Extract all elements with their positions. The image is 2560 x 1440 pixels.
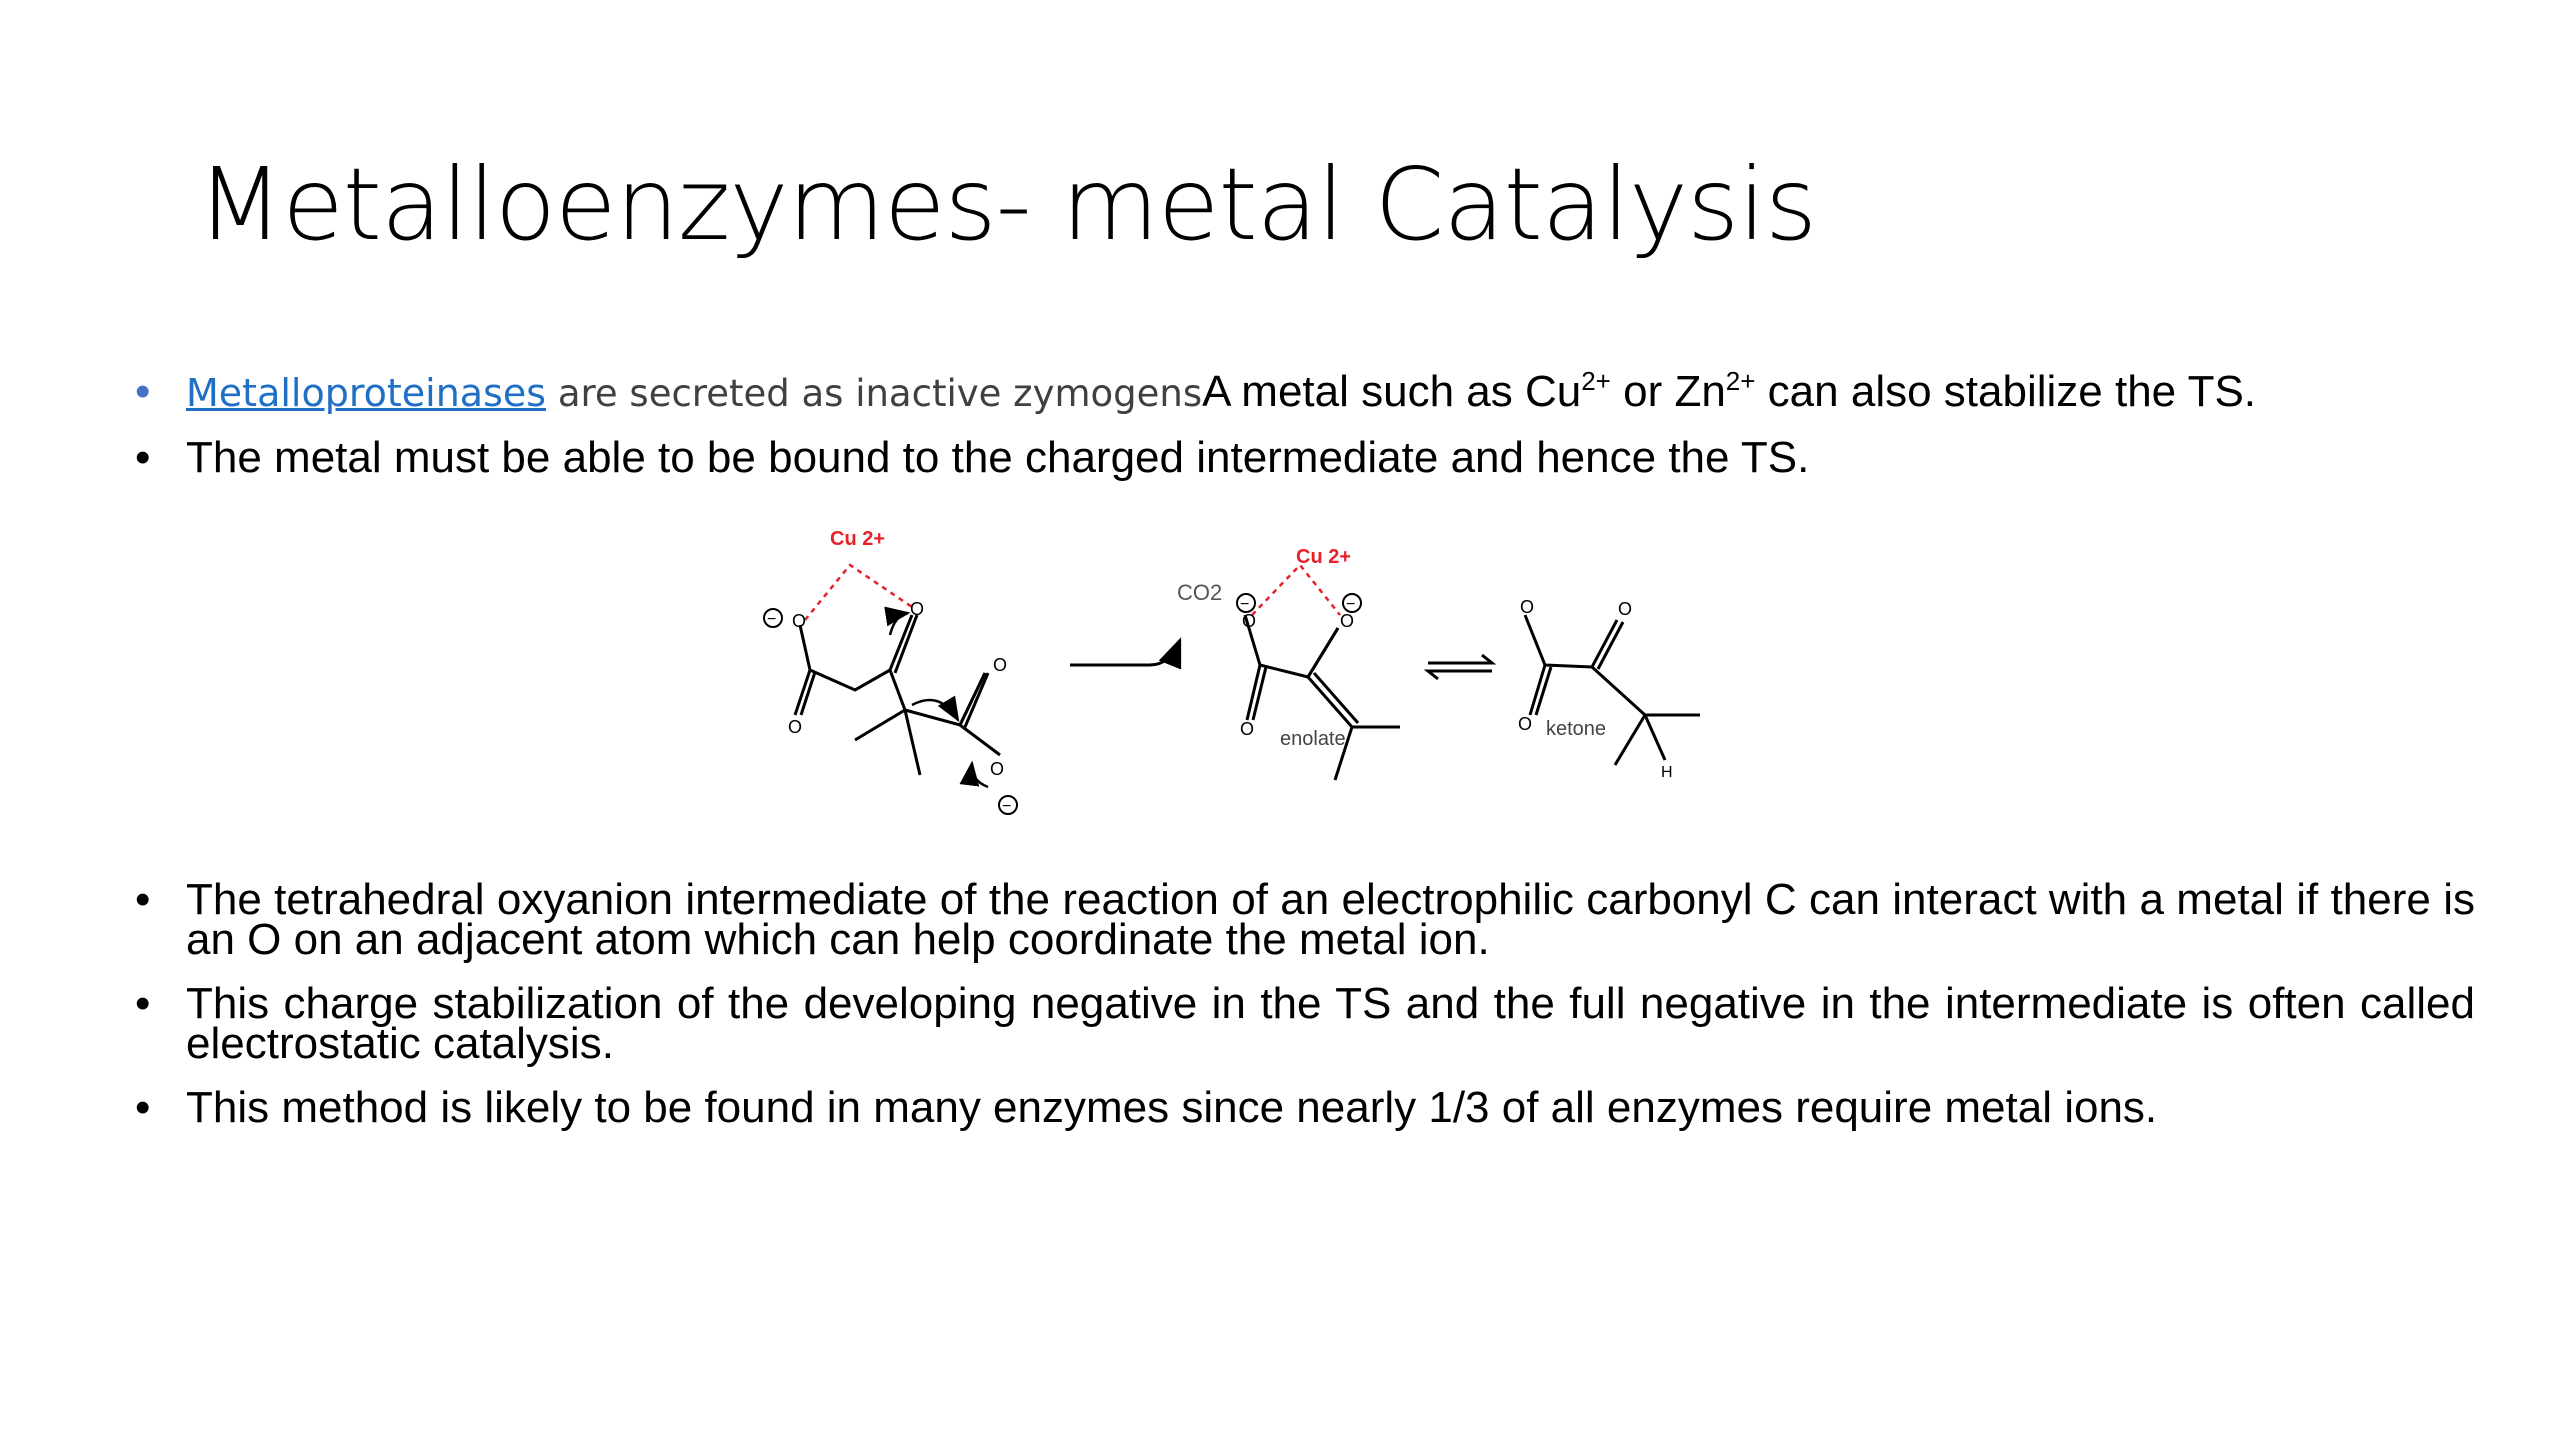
ketone-structure xyxy=(1525,615,1700,765)
decarboxylation-mechanism-diagram xyxy=(740,515,1740,825)
equilibrium-arrows xyxy=(1428,655,1492,679)
negative-charge-label: − xyxy=(1346,596,1356,613)
bullet-metal-stabilize xyxy=(135,360,2475,426)
bullet-bound-intermediate xyxy=(135,426,2475,490)
bullet-electrostatic xyxy=(135,979,2475,1068)
co2-label: CO2 xyxy=(1177,580,1223,605)
bullet-dot: • xyxy=(135,433,151,482)
bottom-bullet-list xyxy=(135,875,2475,1132)
bullet-oxyanion xyxy=(135,875,2475,964)
decarboxylation-arrow xyxy=(1070,640,1180,665)
bullet-dot: • xyxy=(135,875,151,924)
bullet-dot: • xyxy=(135,979,151,1028)
metalloproteinases-link[interactable]: Metalloproteinases xyxy=(186,371,547,415)
zymogen-text: are secreted as inactive zymogens xyxy=(546,372,1203,415)
bullet-text: This charge stabilization of the developing negative in the TS and the full negative in the intermediate is often called electrostatic catalysis. xyxy=(186,979,2475,1068)
bullet-dot: • xyxy=(135,367,151,416)
o-atom-label: O xyxy=(1240,719,1255,739)
negative-charge-label: − xyxy=(1002,798,1012,815)
enolate-cu-coordination xyxy=(1252,565,1340,615)
cu-label-2: Cu 2+ xyxy=(1296,546,1352,568)
bullet-dot: • xyxy=(135,1083,151,1132)
enolate-structure xyxy=(1245,615,1400,780)
cu-label-1: Cu 2+ xyxy=(830,528,886,550)
bullet-text: The metal must be able to be bound to the charged intermediate and hence the TS. xyxy=(186,433,1810,482)
o-atom-label: O xyxy=(792,611,807,631)
metal-text-c: can also stabilize the TS. xyxy=(1755,367,2257,416)
metal-text-b: or Zn xyxy=(1610,367,1726,416)
cu-charge: 2+ xyxy=(1581,366,1611,396)
slide-title: Metalloenzymes- metal Catalysis xyxy=(197,146,1817,263)
metal-text-a: A metal such as Cu xyxy=(1202,367,1582,416)
o-atom-label: O xyxy=(1518,714,1533,734)
ketone-label: ketone xyxy=(1546,718,1607,740)
bullet-enzyme-fraction xyxy=(135,1083,2475,1132)
o-atom-label: O xyxy=(1242,611,1257,631)
negative-charge-label: − xyxy=(767,611,777,628)
o-atom-label: O xyxy=(1520,597,1535,617)
bullet-text: This method is likely to be found in many enzymes since nearly 1/3 of all enzymes require metal ions. xyxy=(186,1083,2158,1132)
negative-charge-label: − xyxy=(1240,596,1250,613)
h-atom-label: H xyxy=(1661,764,1673,781)
o-atom-label: O xyxy=(910,599,925,619)
enolate-label: enolate xyxy=(1280,728,1346,750)
o-atom-label: O xyxy=(993,655,1008,675)
top-bullet-list xyxy=(135,360,2475,490)
o-atom-label: O xyxy=(990,759,1005,779)
o-atom-label: O xyxy=(1618,599,1633,619)
o-atom-label: O xyxy=(788,717,803,737)
bullet-text: The tetrahedral oxyanion intermediate of the reaction of an electrophilic carbonyl C can interact with a metal if there is an O on an adjacent atom which can help coordinate the metal ion. xyxy=(186,875,2475,964)
substrate-cu-coordination xyxy=(805,565,912,620)
substrate-structure xyxy=(795,615,1000,775)
o-atom-label: O xyxy=(1340,611,1355,631)
zn-charge: 2+ xyxy=(1725,366,1756,396)
